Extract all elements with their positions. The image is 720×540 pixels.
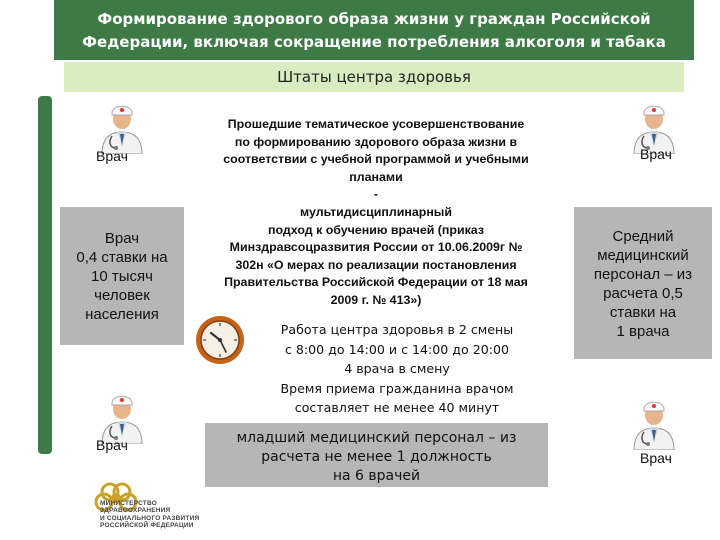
- junior-staff-line: на 6 врачей: [332, 468, 421, 484]
- doctor-rate-line: человек: [94, 287, 150, 304]
- training-line: соответствии с учебной программой и учебными: [223, 152, 529, 167]
- junior-staff-box: [205, 423, 548, 487]
- doctor-icon: [94, 98, 150, 154]
- logo-text-line: ЗДРАВООХРАНЕНИЯ: [100, 507, 171, 515]
- slide-title: [54, 0, 694, 60]
- nurse-rate-line: 1 врача: [616, 323, 670, 340]
- nurse-rate-box: [574, 207, 712, 359]
- logo-text-line: РОССИЙСКОЙ ФЕДЕРАЦИИ: [100, 521, 194, 529]
- doctor-label-right-bottom: Врач: [640, 450, 672, 466]
- training-description: [200, 116, 552, 310]
- junior-staff-line: расчета не менее 1 должность: [261, 449, 492, 465]
- ministry-logo-text: [100, 500, 250, 529]
- section-title: Штаты центра здоровья: [64, 62, 684, 92]
- training-line: Минздравсоцразвития России от 10.06.2009г №: [229, 240, 523, 255]
- slide-title-line-2: Федерации, включая сокращение потребления алкоголя и табака: [82, 33, 666, 51]
- training-line: Прошедшие тематическое усовершенствование: [227, 117, 525, 131]
- nurse-rate-line: медицинский: [597, 247, 689, 264]
- training-line: подход к обучению врачей (приказ: [268, 222, 484, 237]
- work-line: Время приема гражданина врачом: [280, 380, 514, 396]
- logo-text-line: МИНИСТЕРСТВО: [100, 500, 157, 507]
- left-accent-bar: [38, 96, 52, 454]
- work-line: 4 врача в смену: [344, 361, 450, 376]
- training-line: мультидисциплинарный: [299, 204, 453, 219]
- nurse-rate-line: Средний: [612, 228, 674, 245]
- doctor-label-left-bottom: Врач: [96, 437, 128, 453]
- work-line: Работа центра здоровья в 2 смены: [280, 322, 514, 337]
- nurse-rate-line: расчета 0,5: [603, 285, 683, 302]
- doctor-icon: [94, 388, 150, 444]
- doctor-label-right-top: Врач: [640, 146, 672, 162]
- training-line: по формированию здорового образа жизни в: [234, 134, 518, 149]
- junior-staff-line: младший медицинский персонал – из: [236, 430, 517, 446]
- doctor-rate-line: Врач: [104, 230, 140, 247]
- clock-icon: [194, 314, 246, 366]
- work-schedule: [252, 320, 542, 418]
- training-line: Правительства Российской Федерации от 18 мая: [224, 275, 528, 290]
- nurse-rate-line: персонал – из: [593, 266, 693, 283]
- doctor-icon: [626, 394, 682, 450]
- doctor-label-left-top: Врач: [96, 148, 128, 164]
- training-line: планами: [349, 169, 403, 184]
- logo-text-line: И СОЦИАЛЬНОГО РАЗВИТИЯ: [100, 514, 200, 522]
- training-line: -: [373, 187, 379, 202]
- doctor-rate-line: населения: [85, 306, 159, 323]
- work-line: с 8:00 до 14:00 и с 14:00 до 20:00: [284, 341, 510, 357]
- doctor-rate-line: 0,4 ставки на: [76, 249, 168, 266]
- training-line: 2009 г. № 413»): [330, 292, 422, 307]
- nurse-rate-line: ставки на: [609, 304, 677, 321]
- slide-title-line-1: Формирование здорового образа жизни у граждан Российской: [97, 10, 651, 28]
- work-line: составляет не менее 40 минут: [294, 400, 500, 415]
- doctor-rate-box: [60, 207, 184, 345]
- training-line: 302н «О мерах по реализации постановления: [235, 257, 517, 272]
- doctor-rate-line: 10 тысяч: [91, 268, 153, 285]
